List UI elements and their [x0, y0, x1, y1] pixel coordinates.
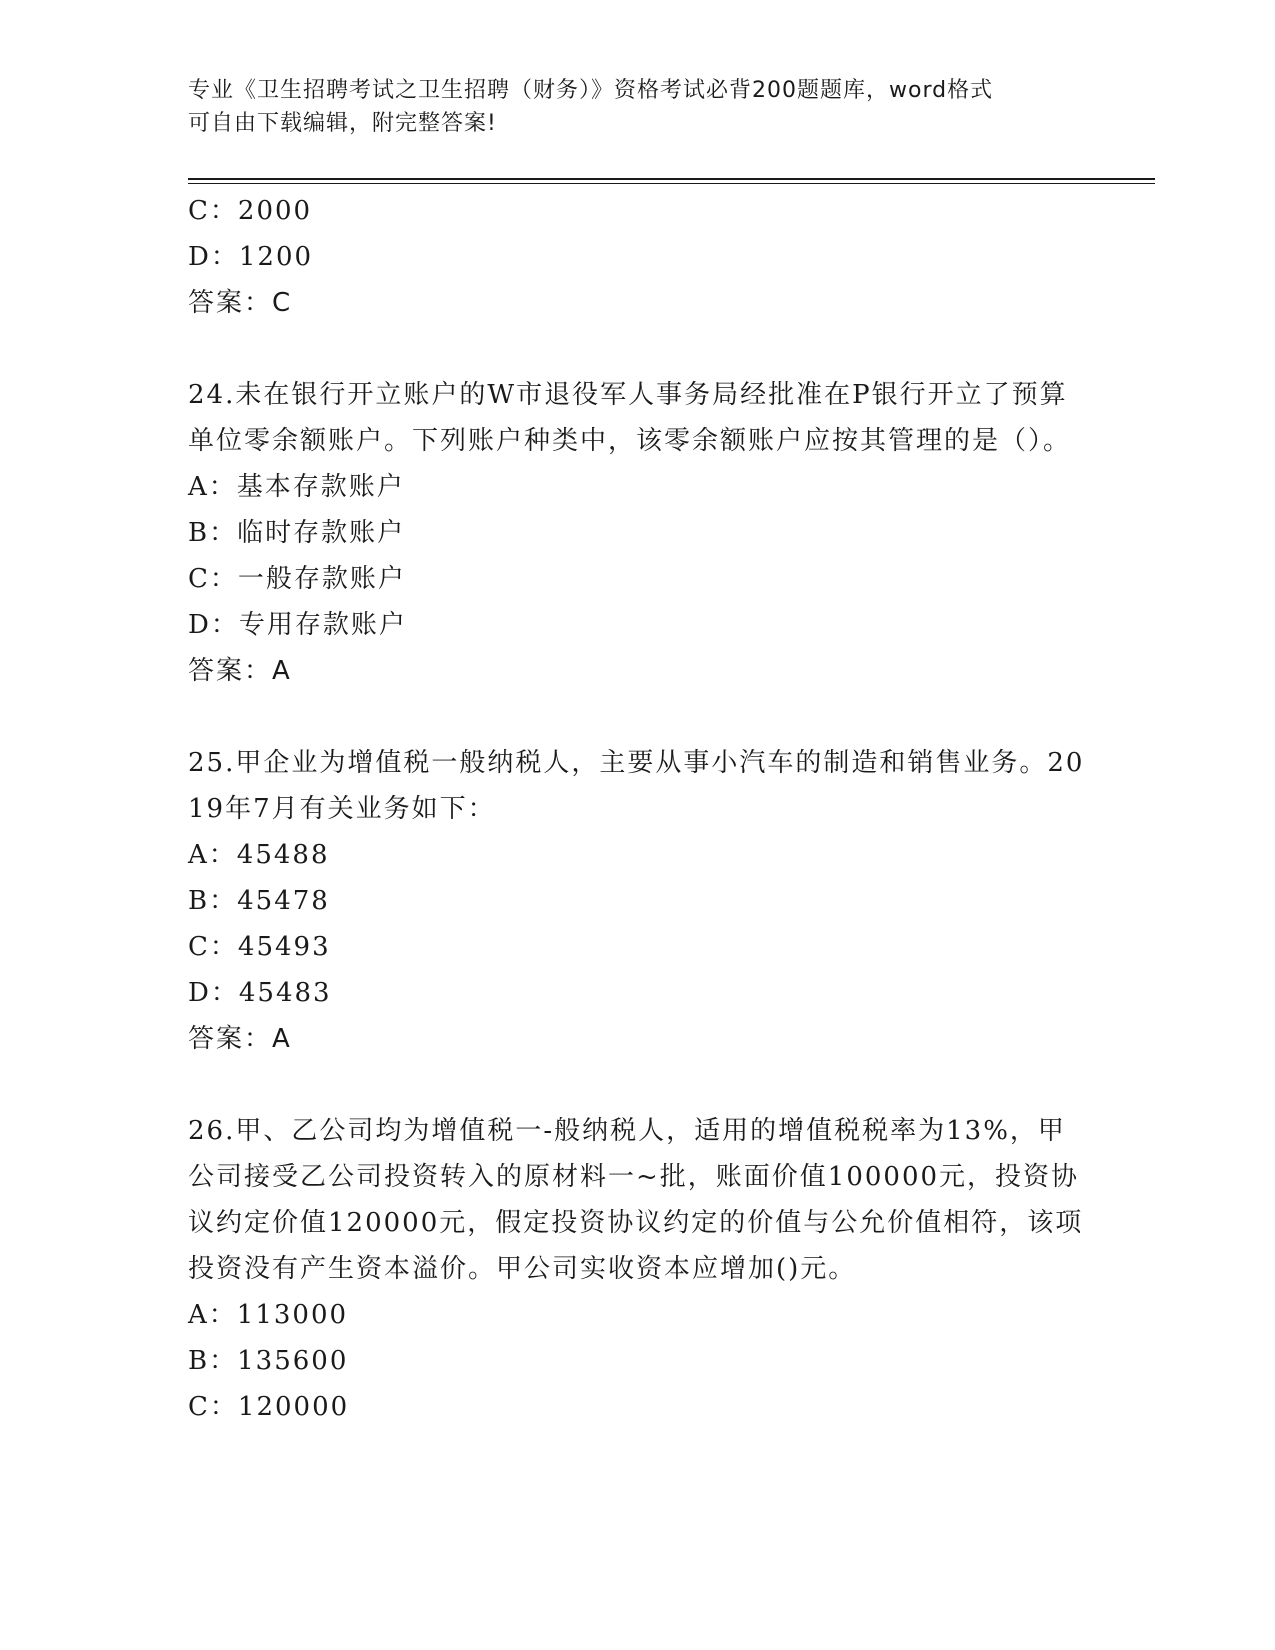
option-c: C：45493	[188, 932, 331, 962]
option-a: A：基本存款账户	[188, 472, 405, 502]
question-24	[188, 372, 1088, 694]
option-label: B	[188, 1346, 210, 1376]
answer-line	[188, 1016, 1088, 1062]
option-label: C	[188, 564, 210, 594]
question-list	[188, 188, 1088, 1430]
previous-question-tail	[188, 188, 1088, 326]
option-label: B	[188, 886, 210, 916]
option-label: C	[188, 196, 210, 226]
option-text: 45478	[237, 886, 330, 916]
option-a: A：113000	[188, 1300, 349, 1330]
option-d: D：专用存款账户	[188, 610, 407, 640]
option-text: 专用存款账户	[238, 610, 407, 640]
option-text: 135600	[237, 1346, 349, 1376]
option-text: 45493	[237, 932, 331, 962]
question-text: 25.甲企业为增值税一般纳税人，主要从事小汽车的制造和销售业务。2019年7月有关业务如下：	[188, 748, 1085, 824]
option-b: B：135600	[188, 1346, 349, 1376]
answer-value: C	[272, 288, 293, 318]
option-text: 临时存款账户	[237, 518, 406, 548]
option-label: B	[188, 518, 210, 548]
answer-label: 答案：	[188, 1024, 273, 1054]
answer-label: 答案：	[188, 656, 273, 686]
option-text: 45483	[238, 978, 332, 1008]
question-26	[188, 1108, 1088, 1430]
option-label: D	[188, 610, 211, 640]
answer-line	[188, 648, 1088, 694]
option-text: 一般存款账户	[237, 564, 406, 594]
option-d: D：45483	[188, 978, 332, 1008]
option-label: A	[188, 840, 209, 870]
header-line-2: 可自由下载编辑，附完整答案!	[188, 111, 497, 136]
option-text: 120000	[237, 1392, 350, 1422]
answer-label: 答案：	[188, 288, 273, 318]
option-d: D：1200	[188, 242, 314, 272]
option-label: D	[188, 242, 211, 272]
question-text: 26.甲、乙公司均为增值税一-般纳税人，适用的增值税税率为13%，甲公司接受乙公司投资转入的原材料一~批，账面价值100000元，投资协议约定价值120000元，假定投资协议约定的价值与公允价值相符，该项投资没有产生资本溢价。甲公司实收资本应增加()元。	[188, 1116, 1084, 1284]
header-line-1: 专业《卫生招聘考试之卫生招聘（财务）》资格考试必背200题题库，word格式	[188, 78, 994, 103]
question-25	[188, 740, 1088, 1062]
option-text: 2000	[237, 196, 313, 226]
option-text: 113000	[236, 1300, 349, 1330]
option-label: C	[188, 932, 210, 962]
option-c: C：120000	[188, 1392, 350, 1422]
header-divider-thin	[188, 183, 1155, 184]
answer-line	[188, 280, 1088, 326]
question-text: 24.未在银行开立账户的W市退役军人事务局经批准在P银行开立了预算单位零余额账户。下列账户种类中，该零余额账户应按其管理的是（）。	[188, 380, 1072, 456]
document-header	[188, 74, 1088, 140]
option-label: A	[188, 1300, 209, 1330]
option-a: A：45488	[188, 840, 330, 870]
option-label: D	[188, 978, 211, 1008]
option-label: A	[188, 472, 209, 502]
option-b: B：45478	[188, 886, 330, 916]
option-text: 45488	[236, 840, 330, 870]
header-divider-thick	[188, 178, 1155, 180]
option-text: 1200	[238, 242, 314, 272]
option-b: B：临时存款账户	[188, 518, 406, 548]
answer-value: A	[272, 1024, 292, 1054]
option-label: C	[188, 1392, 210, 1422]
option-text: 基本存款账户	[236, 472, 405, 502]
option-c: C：一般存款账户	[188, 564, 406, 594]
option-c: C：2000	[188, 196, 313, 226]
answer-value: A	[272, 656, 292, 686]
